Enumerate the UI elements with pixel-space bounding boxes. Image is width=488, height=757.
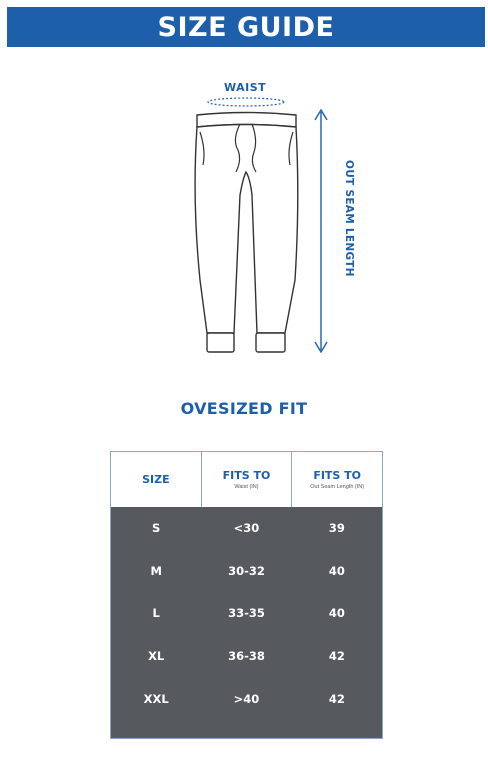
- header-cell-outseam: [292, 452, 382, 507]
- header-main: FITS TO: [222, 469, 271, 482]
- cell-outseam: 39: [328, 521, 345, 536]
- pants-illustration: [0, 60, 488, 370]
- fit-title: OVESIZED FIT: [180, 399, 308, 418]
- waist-measure-ellipse: [208, 98, 284, 106]
- header-cell-size: [111, 452, 202, 507]
- cell-waist: 36-38: [228, 649, 265, 664]
- pants-body: [195, 125, 298, 334]
- page-title: SIZE GUIDE: [157, 11, 335, 43]
- cell-outseam: 40: [328, 563, 345, 578]
- outseam-label: OUT SEAM LENGTH: [343, 160, 355, 277]
- table-body: [111, 507, 382, 720]
- cell-waist: >40: [233, 691, 260, 706]
- header-main: SIZE: [142, 473, 170, 486]
- cell-size: XXL: [143, 691, 169, 706]
- header-banner: [7, 7, 485, 47]
- header-sub: Waist (IN): [234, 484, 259, 490]
- cell-outseam: 42: [328, 649, 345, 664]
- cell-size: XL: [148, 649, 165, 664]
- header-main: FITS TO: [313, 469, 362, 482]
- cell-size: L: [152, 606, 160, 621]
- cell-size: M: [150, 563, 162, 578]
- header-sub: Out Seam Length (IN): [310, 484, 365, 490]
- table-row: [111, 592, 382, 635]
- cell-size: S: [152, 521, 161, 536]
- right-cuff: [256, 333, 285, 352]
- cell-waist: 30-32: [228, 563, 265, 578]
- cell-outseam: 40: [328, 606, 345, 621]
- cell-waist: 33-35: [228, 606, 265, 621]
- table-row: [111, 507, 382, 550]
- table-row: [111, 635, 382, 678]
- header-cell-waist: [202, 452, 293, 507]
- left-cuff: [207, 333, 234, 352]
- table-header: [111, 452, 382, 507]
- cell-outseam: 42: [328, 691, 345, 706]
- cell-waist: <30: [233, 521, 260, 536]
- table-row: [111, 677, 382, 720]
- table-row: [111, 550, 382, 593]
- pants-diagram: [0, 60, 488, 370]
- size-table: [110, 451, 383, 739]
- waist-label: WAIST: [224, 81, 267, 94]
